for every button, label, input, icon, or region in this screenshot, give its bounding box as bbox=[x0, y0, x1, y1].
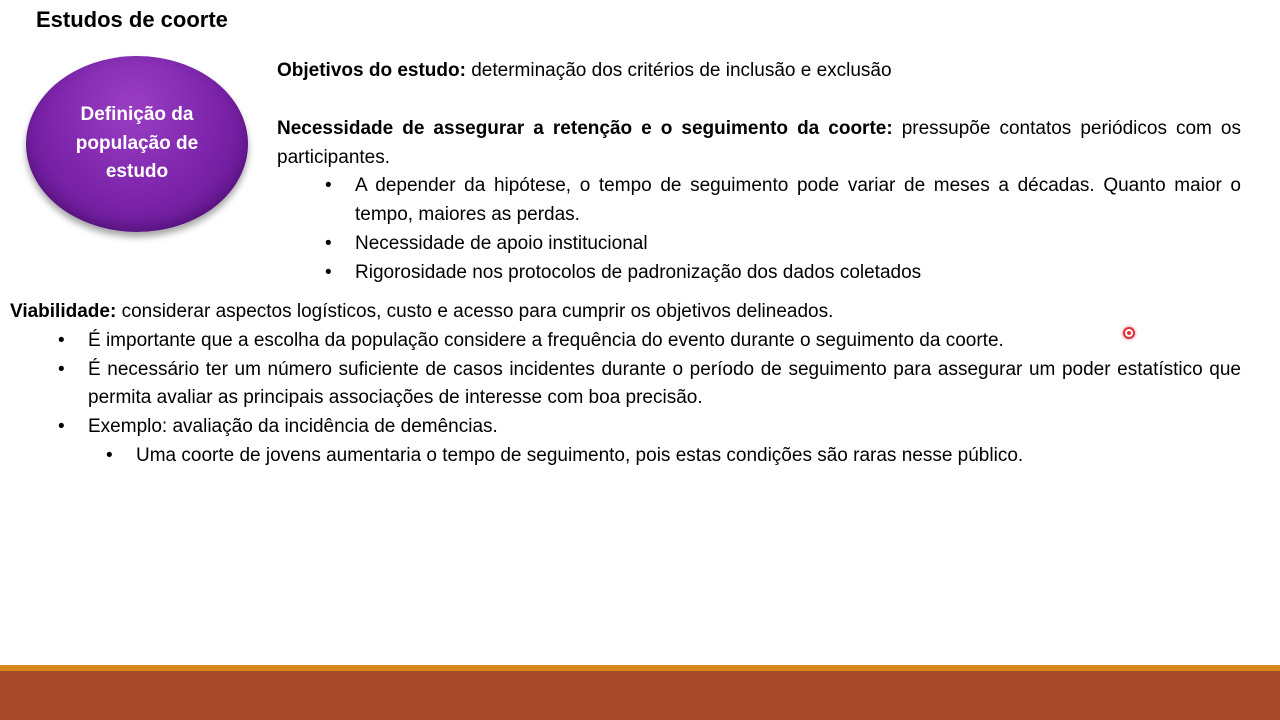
list-item-text: Uma coorte de jovens aumentaria o tempo de seguimento, pois estas condições são raras nesse público. bbox=[136, 444, 1024, 466]
viability-bullet-list bbox=[10, 327, 1241, 442]
viability-paragraph bbox=[10, 298, 1241, 327]
list-item-text: Rigorosidade nos protocolos de padronização dos dados coletados bbox=[355, 261, 922, 283]
list-item bbox=[10, 413, 1241, 442]
laser-pointer-icon bbox=[1123, 327, 1135, 339]
oval-label: Definição da população de estudo bbox=[75, 104, 199, 183]
retention-paragraph bbox=[277, 115, 1241, 173]
viability-text: considerar aspectos logísticos, custo e acesso para cumprir os objetivos delineados. bbox=[116, 301, 834, 322]
list-item bbox=[10, 327, 1241, 356]
footer-bar bbox=[0, 671, 1280, 720]
list-item bbox=[277, 230, 1241, 259]
bullet-icon: • bbox=[325, 261, 332, 283]
bullet-icon: • bbox=[325, 232, 332, 254]
list-item-text: A depender da hipótese, o tempo de seguimento pode variar de meses a décadas. Quanto maior o tempo, maiores as perdas. bbox=[355, 175, 1241, 226]
list-item-text: É importante que a escolha da população considere a frequência do evento durante o seguimento da coorte. bbox=[88, 329, 1004, 351]
objectives-paragraph bbox=[277, 57, 1241, 86]
viability-content bbox=[10, 298, 1241, 471]
objectives-text: determinação dos critérios de inclusão e exclusão bbox=[465, 60, 892, 81]
list-item bbox=[277, 172, 1241, 230]
list-item bbox=[10, 356, 1241, 414]
bullet-icon: • bbox=[325, 175, 332, 197]
bullet-icon: • bbox=[106, 444, 113, 466]
example-sub-list bbox=[10, 442, 1241, 471]
bullet-icon: • bbox=[58, 358, 65, 380]
list-item bbox=[10, 442, 1241, 471]
retention-text: pressupõe contatos periódicos com os participantes. bbox=[277, 117, 1241, 168]
population-definition-oval bbox=[26, 56, 248, 232]
list-item-text: É necessário ter um número suficiente de casos incidentes durante o período de seguimento para assegurar um poder estatístico que permita avaliar as principais associações de interesse com boa precisão. bbox=[88, 358, 1241, 409]
top-content bbox=[277, 57, 1241, 288]
slide-title: Estudos de coorte bbox=[36, 7, 228, 32]
list-item-text: Exemplo: avaliação da incidência de demências. bbox=[88, 416, 498, 438]
retention-label: Necessidade de assegurar a retenção e o seguimento da coorte: bbox=[277, 117, 893, 139]
list-item bbox=[277, 259, 1241, 288]
list-item-text: Necessidade de apoio institucional bbox=[355, 232, 648, 254]
viability-label: Viabilidade: bbox=[10, 301, 117, 322]
retention-bullet-list bbox=[277, 172, 1241, 287]
bullet-icon: • bbox=[58, 416, 65, 438]
bullet-icon: • bbox=[58, 329, 65, 351]
objectives-label: Objetivos do estudo: bbox=[277, 60, 466, 81]
